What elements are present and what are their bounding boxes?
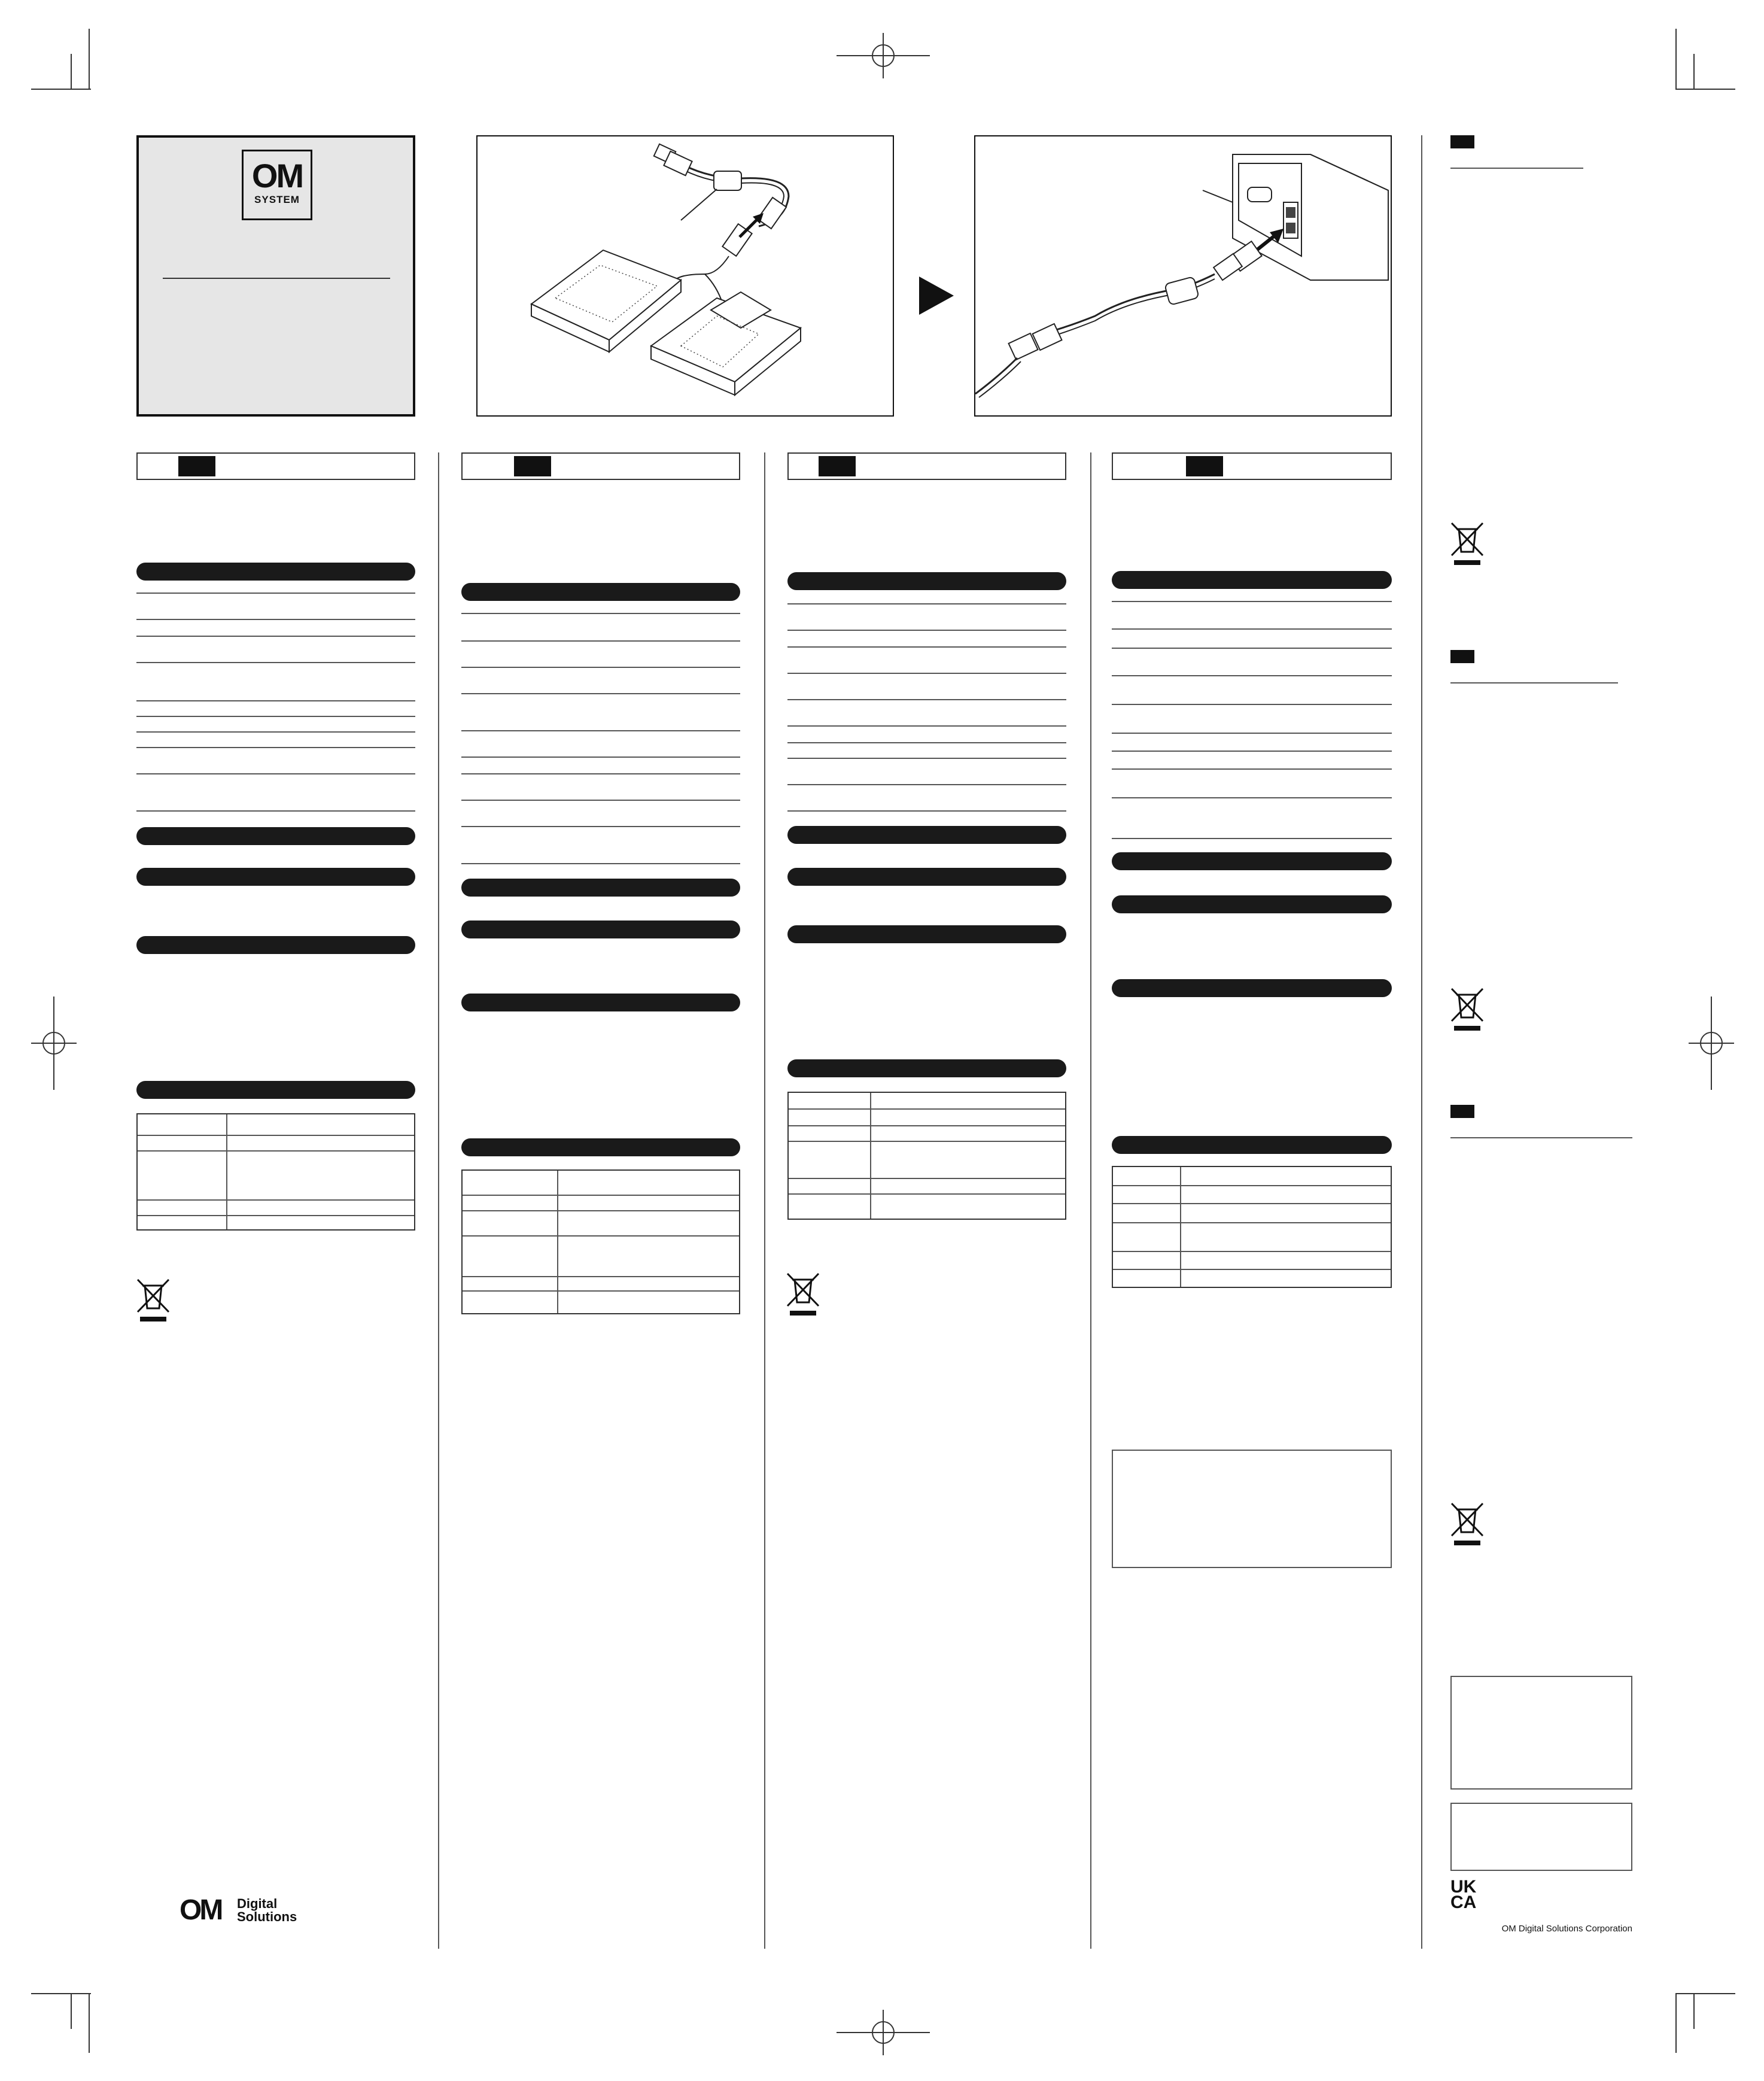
language-marker [1450, 135, 1474, 148]
section-heading-bar [1112, 1136, 1392, 1154]
section-heading-bar [1112, 852, 1392, 870]
arrow-right-icon [919, 277, 955, 315]
crossed-bin-icon [1449, 1501, 1485, 1549]
section-heading-bar [1112, 895, 1392, 913]
ukca-bottom: CA [1450, 1892, 1477, 1912]
notice-box [1450, 1803, 1632, 1871]
crossed-bin-icon [785, 1271, 821, 1319]
cover-title-rule [163, 278, 390, 279]
crossed-bin-icon [135, 1277, 171, 1325]
registration-mark-icon [837, 2010, 930, 2055]
section-heading-bar [787, 1059, 1066, 1077]
section-heading-bar [787, 572, 1066, 590]
section-heading-bar [787, 868, 1066, 886]
section-heading-bar [136, 868, 415, 886]
foot-switch-illustration [478, 136, 893, 415]
crossed-bin-icon [1449, 521, 1485, 569]
illustration-foot-switch-panel [476, 135, 894, 417]
footer-logo-line2: Solutions [237, 1909, 297, 1924]
specifications-table [787, 1092, 1066, 1220]
language-tab [819, 456, 856, 476]
company-name: OM Digital Solutions Corporation [1501, 1924, 1632, 1934]
section-heading-bar [787, 826, 1066, 844]
column-divider [1090, 452, 1091, 1949]
crossed-bin-icon [1449, 986, 1485, 1034]
language-header-box [461, 452, 740, 480]
registration-mark-icon [837, 33, 930, 78]
column-divider [438, 452, 439, 1949]
notice-box [1112, 1450, 1392, 1568]
specifications-table [136, 1113, 415, 1231]
language-tab [514, 456, 551, 476]
language-header-box [787, 452, 1066, 480]
registration-mark-icon [31, 997, 77, 1090]
cover-panel [136, 135, 415, 417]
ukca-mark [1450, 1879, 1486, 1910]
section-heading-bar [1112, 979, 1392, 997]
section-heading-bar [461, 994, 740, 1011]
section-heading-bar [136, 563, 415, 581]
language-header-box [1112, 452, 1392, 480]
section-heading-bar [461, 920, 740, 938]
section-heading-bar [136, 1081, 415, 1099]
language-tab [178, 456, 215, 476]
language-header-box [136, 452, 415, 480]
section-heading-bar [461, 879, 740, 897]
specifications-table [1112, 1166, 1392, 1288]
registration-mark-icon [1689, 997, 1734, 1090]
ukca-top: UK [1450, 1877, 1477, 1897]
computer-port-illustration [975, 136, 1391, 415]
om-system-logo [242, 150, 312, 220]
specifications-table [461, 1169, 740, 1314]
language-marker [1450, 1105, 1474, 1118]
section-heading-bar [461, 1138, 740, 1156]
section-heading-bar [461, 583, 740, 601]
footer-logo-line1: Digital [237, 1896, 278, 1911]
language-tab [1186, 456, 1223, 476]
language-marker [1450, 650, 1474, 663]
column-divider [764, 452, 765, 1949]
om-digital-solutions-logo [180, 1896, 311, 1925]
footer-logo-mark: OM [180, 1894, 221, 1926]
section-heading-bar [136, 827, 415, 845]
column-divider [1421, 135, 1422, 1949]
illustration-computer-port-panel [974, 135, 1392, 417]
section-heading-bar [1112, 571, 1392, 589]
logo-system-text: SYSTEM [254, 194, 300, 205]
section-heading-bar [136, 936, 415, 954]
notice-box [1450, 1676, 1632, 1790]
section-heading-bar [787, 925, 1066, 943]
logo-om-text: OM [251, 157, 303, 195]
